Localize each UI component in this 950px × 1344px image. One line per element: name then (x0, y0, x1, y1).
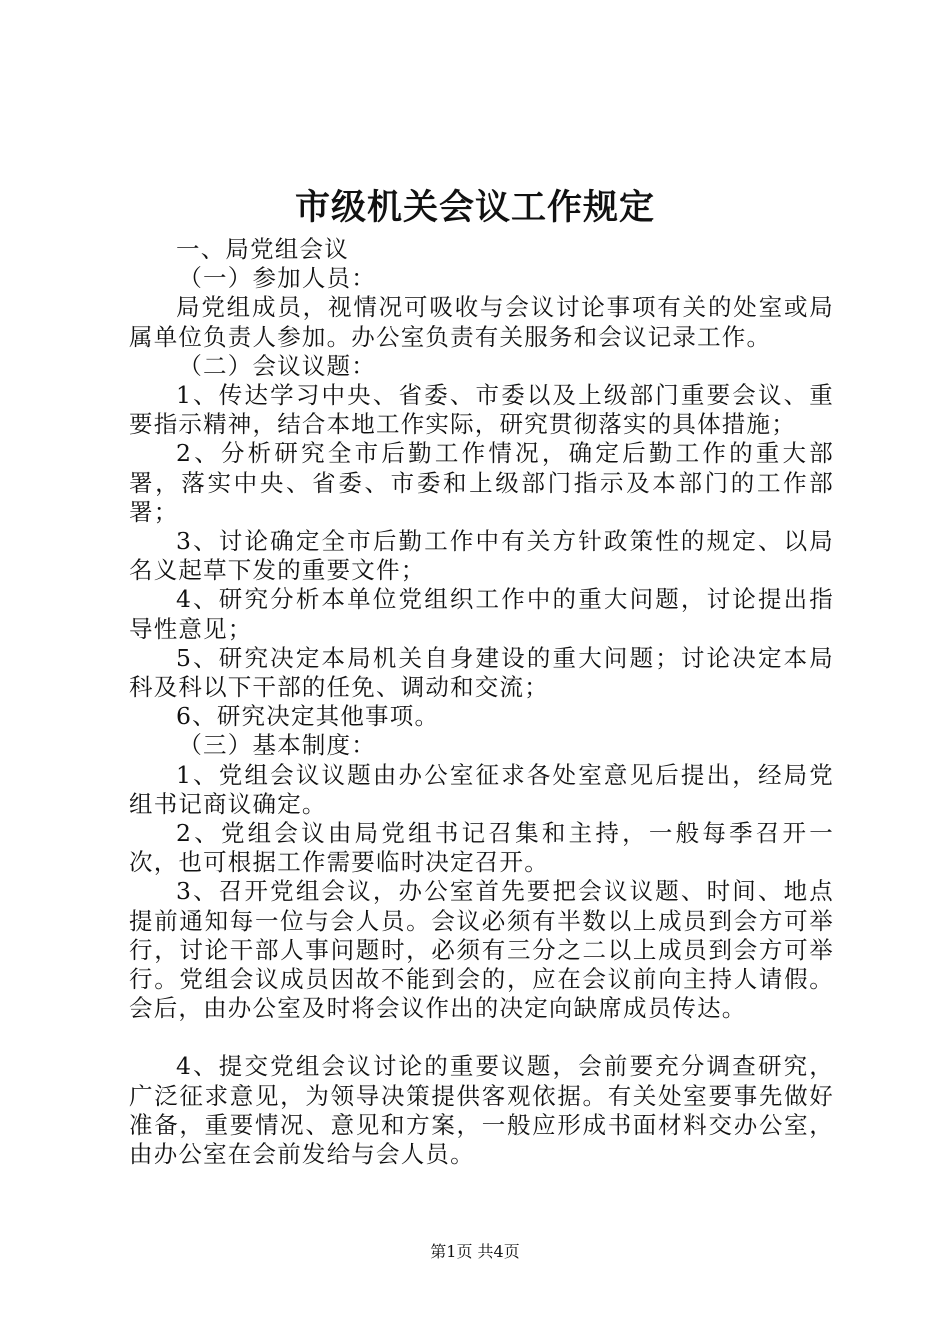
paragraph: 4、提交党组会议讨论的重要议题，会前要充分调查研究，广泛征求意见，为领导决策提供客观依据。有关处室要事先做好准备，重要情况、意见和方案，一般应形成书面材料交办公室，由办公室在会前发给与会人员。 (129, 1052, 834, 1169)
paragraph: 3、召开党组会议，办公室首先要把会议议题、时间、地点提前通知每一位与会人员。会议必须有半数以上成员到会方可举行，讨论干部人事问题时，必须有三分之二以上成员到会方可举行。党组会议成员因故不能到会的，应在会议前向主持人请假。会后，由办公室及时将会议作出的决定向缺席成员传达。 (129, 877, 834, 1023)
paragraph: 3、讨论确定全市后勤工作中有关方针政策性的规定、以局名义起草下发的重要文件； (129, 527, 834, 585)
paragraph: 局党组成员，视情况可吸收与会议讨论事项有关的处室或局属单位负责人参加。办公室负责有关服务和会议记录工作。 (129, 293, 834, 351)
paragraph: 2、分析研究全市后勤工作情况，确定后勤工作的重大部署，落实中央、省委、市委和上级部门指示及本部门的工作部署； (129, 439, 834, 526)
paragraph: （三）基本制度： (178, 731, 376, 760)
document-title: 市级机关会议工作规定 (294, 188, 655, 228)
paragraph: 6、研究决定其他事项。 (176, 702, 440, 731)
paragraph: 5、研究决定本局机关自身建设的重大问题；讨论决定本局科及科以下干部的任免、调动和交流； (129, 643, 834, 702)
paragraph: 2、党组会议由局党组书记召集和主持，一般每季召开一次，也可根据工作需要临时决定召开。 (129, 819, 834, 877)
document-body (129, 235, 834, 1169)
page-footer: 第1页 共4页 (430, 1242, 520, 1261)
paragraph: （二）会议议题： (178, 351, 376, 380)
paragraph-gap (129, 1023, 834, 1052)
paragraph: 4、研究分析本单位党组织工作中的重大问题，讨论提出指导性意见； (129, 585, 834, 643)
paragraph: 1、传达学习中央、省委、市委以及上级部门重要会议、重要指示精神，结合本地工作实际，研究贯彻落实的具体措施； (129, 381, 834, 439)
paragraph: 1、党组会议议题由办公室征求各处室意见后提出，经局党组书记商议确定。 (129, 760, 834, 818)
paragraph: （一）参加人员： (178, 264, 376, 293)
paragraph: 一、局党组会议 (176, 235, 349, 263)
